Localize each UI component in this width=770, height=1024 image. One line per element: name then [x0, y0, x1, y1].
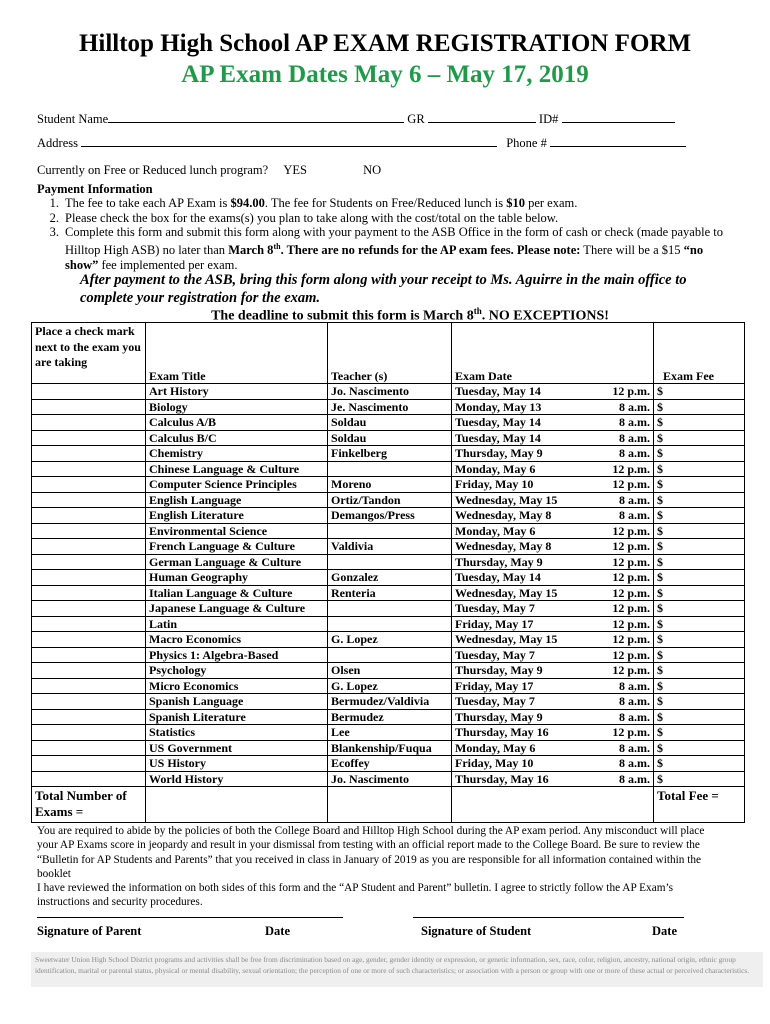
id-label: ID#: [538, 112, 559, 126]
exam-check-cell[interactable]: [32, 492, 146, 508]
exam-table: [31, 322, 745, 823]
exam-title-cell: Calculus A/B: [146, 415, 328, 431]
table-row: [32, 756, 745, 772]
table-row: [32, 508, 745, 524]
payment-item-3: [37, 225, 737, 272]
item-number: 1.: [49, 196, 59, 210]
student-name-label: Student Name: [37, 112, 109, 126]
table-header-row: [32, 323, 745, 384]
total-blank-cell: [602, 787, 654, 823]
exam-title-cell: Macro Economics: [146, 632, 328, 648]
exam-check-cell[interactable]: [32, 539, 146, 555]
exam-fee-cell[interactable]: $: [654, 539, 745, 555]
table-row: [32, 647, 745, 663]
exam-check-cell[interactable]: [32, 647, 146, 663]
exam-time-cell: 12 p.m.: [602, 554, 654, 570]
exam-date-cell: Tuesday, May 14: [452, 570, 602, 586]
exam-time-cell: 8 a.m.: [602, 492, 654, 508]
teacher-cell: [328, 616, 452, 632]
phone-blank[interactable]: [550, 136, 686, 147]
teacher-cell: [328, 523, 452, 539]
exam-check-cell[interactable]: [32, 678, 146, 694]
teacher-cell: [328, 601, 452, 617]
exam-check-cell[interactable]: [32, 663, 146, 679]
exam-check-cell[interactable]: [32, 771, 146, 787]
table-row: [32, 492, 745, 508]
exam-fee-cell[interactable]: $: [654, 647, 745, 663]
total-exams-label: Total Number of Exams =: [32, 787, 146, 823]
deadline-text: The deadline to submit this form is March 8: [211, 308, 474, 324]
exam-check-cell[interactable]: [32, 725, 146, 741]
table-row: [32, 477, 745, 493]
form-title: Hilltop High School AP EXAM REGISTRATION FORM: [78, 30, 692, 57]
exam-time-cell: 12 p.m.: [602, 647, 654, 663]
exam-time-cell: 8 a.m.: [602, 678, 654, 694]
table-row: [32, 523, 745, 539]
exam-date-cell: Thursday, May 16: [452, 771, 602, 787]
exam-time-cell: 8 a.m.: [602, 415, 654, 431]
teacher-cell: Je. Nascimento: [328, 399, 452, 415]
exam-date-cell: Friday, May 17: [452, 678, 602, 694]
exam-time-cell: 12 p.m.: [602, 616, 654, 632]
exam-time-cell: 8 a.m.: [602, 756, 654, 772]
address-label: Address: [37, 136, 78, 150]
table-row: [32, 446, 745, 462]
item-text: There will be a $15: [580, 243, 684, 258]
exam-fee-cell[interactable]: $: [654, 446, 745, 462]
teacher-cell: Jo. Nascimento: [328, 384, 452, 400]
total-blank-cell: [328, 787, 452, 823]
teacher-header: Teacher (s): [328, 323, 452, 384]
item-text: Complete this form and submit this form along with your payment to the ASB Office in the form of cash or check (made payable to Hilltop High ASB) no later than: [65, 225, 723, 258]
exam-dates-subtitle: AP Exam Dates May 6 – May 17, 2019: [181, 61, 589, 88]
exam-fee-header: Exam Fee: [654, 323, 745, 384]
no-show-label: “no show”: [65, 243, 704, 272]
exam-check-cell[interactable]: [32, 601, 146, 617]
exam-date-cell: Tuesday, May 7: [452, 694, 602, 710]
teacher-cell: Blankenship/Fuqua: [328, 740, 452, 756]
teacher-cell: Ecoffey: [328, 756, 452, 772]
exam-title-cell: Spanish Literature: [146, 709, 328, 725]
exam-date-cell: Tuesday, May 14: [452, 430, 602, 446]
exam-date-cell: Monday, May 13: [452, 399, 602, 415]
table-row: [32, 601, 745, 617]
teacher-cell: Valdivia: [328, 539, 452, 555]
exam-fee-cell[interactable]: $: [654, 601, 745, 617]
exam-check-cell[interactable]: [32, 477, 146, 493]
teacher-cell: Bermudez/Valdivia: [328, 694, 452, 710]
teacher-cell: Ortiz/Tandon: [328, 492, 452, 508]
exam-check-cell[interactable]: [32, 616, 146, 632]
exam-fee-cell[interactable]: $: [654, 632, 745, 648]
student-date-label: Date: [652, 924, 677, 938]
table-row: [32, 740, 745, 756]
exam-check-cell[interactable]: [32, 585, 146, 601]
teacher-cell: [328, 554, 452, 570]
table-row: [32, 399, 745, 415]
exam-title-cell: Statistics: [146, 725, 328, 741]
exam-check-cell[interactable]: [32, 399, 146, 415]
exam-check-cell[interactable]: [32, 523, 146, 539]
exam-date-cell: Friday, May 10: [452, 756, 602, 772]
deadline-date: March 8: [228, 243, 274, 258]
exam-check-cell[interactable]: [32, 632, 146, 648]
exam-time-cell: 12 p.m.: [602, 585, 654, 601]
table-row: [32, 709, 745, 725]
place-check-header: Place a check mark next to the exam you are taking: [32, 323, 146, 384]
table-row: [32, 539, 745, 555]
exam-time-cell: 8 a.m.: [602, 771, 654, 787]
exam-title-cell: Calculus B/C: [146, 430, 328, 446]
exam-title-cell: World History: [146, 771, 328, 787]
student-name-row: [37, 112, 675, 127]
exam-time-cell: 12 p.m.: [602, 384, 654, 400]
exam-check-cell[interactable]: [32, 570, 146, 586]
exam-date-cell: Thursday, May 9: [452, 663, 602, 679]
item-number: 3.: [49, 225, 59, 240]
exam-date-cell: Tuesday, May 14: [452, 384, 602, 400]
exam-title-header: Exam Title: [146, 323, 328, 384]
exam-fee-cell[interactable]: $: [654, 756, 745, 772]
exam-time-cell: 12 p.m.: [602, 725, 654, 741]
exam-title-cell: Human Geography: [146, 570, 328, 586]
after-payment-note: After payment to the ASB, bring this form along with your receipt to Ms. Aguirre in the main office to complete your registration for the exam.: [80, 272, 687, 306]
grade-blank[interactable]: [428, 112, 536, 123]
exam-fee-cell[interactable]: $: [654, 694, 745, 710]
exam-title-cell: Micro Economics: [146, 678, 328, 694]
exam-date-cell: Wednesday, May 8: [452, 508, 602, 524]
item-text: fee implemented per exam.: [98, 257, 238, 272]
exam-date-cell: Wednesday, May 15: [452, 492, 602, 508]
table-row: [32, 632, 745, 648]
exam-check-cell[interactable]: [32, 756, 146, 772]
exam-time-cell: 8 a.m.: [602, 694, 654, 710]
exam-title-cell: German Language & Culture: [146, 554, 328, 570]
exam-title-cell: US Government: [146, 740, 328, 756]
exam-title-cell: English Literature: [146, 508, 328, 524]
exam-check-cell[interactable]: [32, 430, 146, 446]
exam-check-cell[interactable]: [32, 740, 146, 756]
exam-date-cell: Thursday, May 9: [452, 709, 602, 725]
exam-time-header: [602, 323, 654, 384]
exam-time-cell: 12 p.m.: [602, 663, 654, 679]
exam-title-cell: Computer Science Principles: [146, 477, 328, 493]
exam-fee-cell[interactable]: $: [654, 492, 745, 508]
exam-time-cell: 12 p.m.: [602, 570, 654, 586]
deadline-suffix: th: [473, 306, 482, 316]
table-row: [32, 585, 745, 601]
exam-title-cell: Biology: [146, 399, 328, 415]
exam-check-cell[interactable]: [32, 446, 146, 462]
teacher-cell: Jo. Nascimento: [328, 771, 452, 787]
id-blank[interactable]: [562, 112, 675, 123]
exam-time-cell: 12 p.m.: [602, 632, 654, 648]
exam-title-cell: Chemistry: [146, 446, 328, 462]
table-row: [32, 430, 745, 446]
exam-fee-cell[interactable]: $: [654, 570, 745, 586]
exam-title-cell: Japanese Language & Culture: [146, 601, 328, 617]
payment-heading: Payment Information: [37, 182, 153, 196]
agreement-paragraph: I have reviewed the information on both sides of this form and the “AP Student and Parent” bulletin. I agree to strictly follow the AP Exam’s instructions and security procedures.: [37, 882, 674, 909]
lunch-yes-option[interactable]: YES: [283, 163, 307, 177]
table-row: [32, 771, 745, 787]
exam-time-cell: 12 p.m.: [602, 601, 654, 617]
exam-time-cell: 8 a.m.: [602, 740, 654, 756]
exam-fee-cell[interactable]: $: [654, 663, 745, 679]
teacher-cell: Olsen: [328, 663, 452, 679]
item-text: The fee to take each AP Exam is: [65, 196, 231, 210]
payment-instructions: [37, 196, 737, 273]
teacher-cell: Soldau: [328, 415, 452, 431]
student-signature-label: Signature of Student: [421, 924, 532, 938]
item-text: . The fee for Students on Free/Reduced lunch is: [264, 196, 507, 210]
payment-item-2: [37, 211, 737, 226]
exam-check-cell[interactable]: [32, 554, 146, 570]
exam-fee-cell[interactable]: $: [654, 678, 745, 694]
parent-date-label: Date: [265, 924, 290, 938]
teacher-cell: Bermudez: [328, 709, 452, 725]
exam-time-cell: 8 a.m.: [602, 709, 654, 725]
reduced-fee-amount: $10: [506, 196, 525, 210]
total-exams-input[interactable]: [146, 787, 328, 823]
exam-title-cell: Chinese Language & Culture: [146, 461, 328, 477]
table-row: [32, 384, 745, 400]
table-row: [32, 570, 745, 586]
item-text: per exam.: [524, 196, 578, 210]
exam-fee-cell[interactable]: $: [654, 477, 745, 493]
exam-check-cell[interactable]: [32, 694, 146, 710]
exam-title-cell: French Language & Culture: [146, 539, 328, 555]
exam-check-cell[interactable]: [32, 709, 146, 725]
teacher-cell: G. Lopez: [328, 678, 452, 694]
teacher-cell: Demangos/Press: [328, 508, 452, 524]
teacher-cell: [328, 461, 452, 477]
lunch-program-question: Currently on Free or Reduced lunch program?: [37, 163, 269, 177]
exam-fee-cell[interactable]: $: [654, 616, 745, 632]
exam-time-cell: 8 a.m.: [602, 446, 654, 462]
exam-date-cell: Thursday, May 9: [452, 446, 602, 462]
exam-fee-cell[interactable]: $: [654, 709, 745, 725]
exam-title-cell: Psychology: [146, 663, 328, 679]
exam-date-cell: Friday, May 10: [452, 477, 602, 493]
exam-date-header: Exam Date: [452, 323, 602, 384]
exam-title-cell: Latin: [146, 616, 328, 632]
teacher-cell: Finkelberg: [328, 446, 452, 462]
exam-check-cell[interactable]: [32, 384, 146, 400]
exam-fee-cell[interactable]: $: [654, 399, 745, 415]
exam-date-cell: Wednesday, May 15: [452, 585, 602, 601]
exam-date-cell: Tuesday, May 14: [452, 415, 602, 431]
item-text: Please check the box for the exams(s) you plan to take along with the cost/total on the table below.: [65, 210, 559, 225]
exam-title-cell: English Language: [146, 492, 328, 508]
table-row: [32, 725, 745, 741]
parent-signature-label: Signature of Parent: [37, 924, 142, 938]
exam-time-cell: 8 a.m.: [602, 399, 654, 415]
teacher-cell: Moreno: [328, 477, 452, 493]
exam-date-cell: Friday, May 17: [452, 616, 602, 632]
exam-date-cell: Thursday, May 16: [452, 725, 602, 741]
lunch-program-row: [37, 163, 381, 178]
exam-time-cell: 12 p.m.: [602, 461, 654, 477]
total-blank-cell: [452, 787, 602, 823]
exam-title-cell: Spanish Language: [146, 694, 328, 710]
exam-check-cell[interactable]: [32, 415, 146, 431]
exam-fee-cell[interactable]: $: [654, 461, 745, 477]
teacher-cell: Soldau: [328, 430, 452, 446]
exam-date-cell: Monday, May 6: [452, 461, 602, 477]
exam-title-cell: Art History: [146, 384, 328, 400]
table-row: [32, 461, 745, 477]
grade-label: GR: [407, 112, 425, 126]
exam-time-cell: 8 a.m.: [602, 430, 654, 446]
table-row: [32, 678, 745, 694]
table-row: [32, 554, 745, 570]
no-refund-note: . There are no refunds for the AP exam fees. Please note:: [280, 243, 581, 258]
teacher-cell: Lee: [328, 725, 452, 741]
nondiscrimination-footer: Sweetwater Union High School District programs and activities shall be free from discrimination based on age, gender, gender identity or expression, or genetic information, sex, race, color, religion, ancestry, national origin, ethnic group identification, marital or parental status, physical or mental disability, sexual orientation; the perception of one or more of such characteristics; or association with a person or group with one or more of these actual or perceived characteristics.: [31, 952, 763, 987]
exam-date-cell: Thursday, May 9: [452, 554, 602, 570]
exam-fee-cell[interactable]: $: [654, 771, 745, 787]
exam-fee-cell[interactable]: $: [654, 430, 745, 446]
payment-item-1: [37, 196, 737, 211]
item-number: 2.: [49, 210, 59, 225]
table-row: [32, 694, 745, 710]
policy-text: [37, 824, 727, 910]
exam-time-cell: 12 p.m.: [602, 477, 654, 493]
address-row: [37, 136, 686, 151]
student-signature-line[interactable]: [413, 917, 684, 918]
teacher-cell: [328, 647, 452, 663]
deadline-suffix: th: [273, 242, 281, 252]
exam-date-cell: Monday, May 6: [452, 740, 602, 756]
exam-fee-cell[interactable]: $: [654, 740, 745, 756]
deadline-text-end: . NO EXCEPTIONS!: [481, 308, 609, 324]
teacher-cell: Renteria: [328, 585, 452, 601]
exam-title-cell: Physics 1: Algebra-Based: [146, 647, 328, 663]
exam-time-cell: 8 a.m.: [602, 508, 654, 524]
parent-signature-line[interactable]: [37, 917, 343, 918]
exam-title-cell: Italian Language & Culture: [146, 585, 328, 601]
exam-fee-cell[interactable]: $: [654, 585, 745, 601]
exam-title-cell: Environmental Science: [146, 523, 328, 539]
exam-fee-cell[interactable]: $: [654, 508, 745, 524]
exam-time-cell: 12 p.m.: [602, 523, 654, 539]
exam-fee-cell[interactable]: $: [654, 725, 745, 741]
exam-date-cell: Monday, May 6: [452, 523, 602, 539]
exam-date-cell: Tuesday, May 7: [452, 647, 602, 663]
exam-fee-cell[interactable]: $: [654, 554, 745, 570]
exam-time-cell: 12 p.m.: [602, 539, 654, 555]
exam-fee-amount: $94.00: [230, 196, 265, 210]
teacher-cell: Gonzalez: [328, 570, 452, 586]
address-blank[interactable]: [81, 136, 497, 147]
phone-label: Phone #: [506, 136, 547, 150]
total-fee-label[interactable]: Total Fee =: [654, 787, 745, 823]
exam-title-cell: US History: [146, 756, 328, 772]
exam-check-cell[interactable]: [32, 461, 146, 477]
totals-row: [32, 787, 745, 823]
exam-check-cell[interactable]: [32, 508, 146, 524]
policy-paragraph: You are required to abide by the policies of both the College Board and Hilltop High School during the AP exam period. Any misconduct will place your AP Exams score in jeopardy and result in your dismissal from testing with an official report made to the College Board. Be sure to review the “Bulletin for AP Students and Parents” that you received in class in January of 2019 as you are responsible for all information contained within the booklet: [37, 825, 705, 880]
exam-fee-cell[interactable]: $: [654, 384, 745, 400]
table-row: [32, 415, 745, 431]
table-row: [32, 616, 745, 632]
exam-fee-cell[interactable]: $: [654, 415, 745, 431]
student-name-blank[interactable]: [108, 112, 404, 123]
exam-date-cell: Tuesday, May 7: [452, 601, 602, 617]
teacher-cell: G. Lopez: [328, 632, 452, 648]
exam-date-cell: Wednesday, May 8: [452, 539, 602, 555]
lunch-no-option[interactable]: NO: [363, 163, 382, 177]
exam-date-cell: Wednesday, May 15: [452, 632, 602, 648]
table-row: [32, 663, 745, 679]
exam-fee-cell[interactable]: $: [654, 523, 745, 539]
